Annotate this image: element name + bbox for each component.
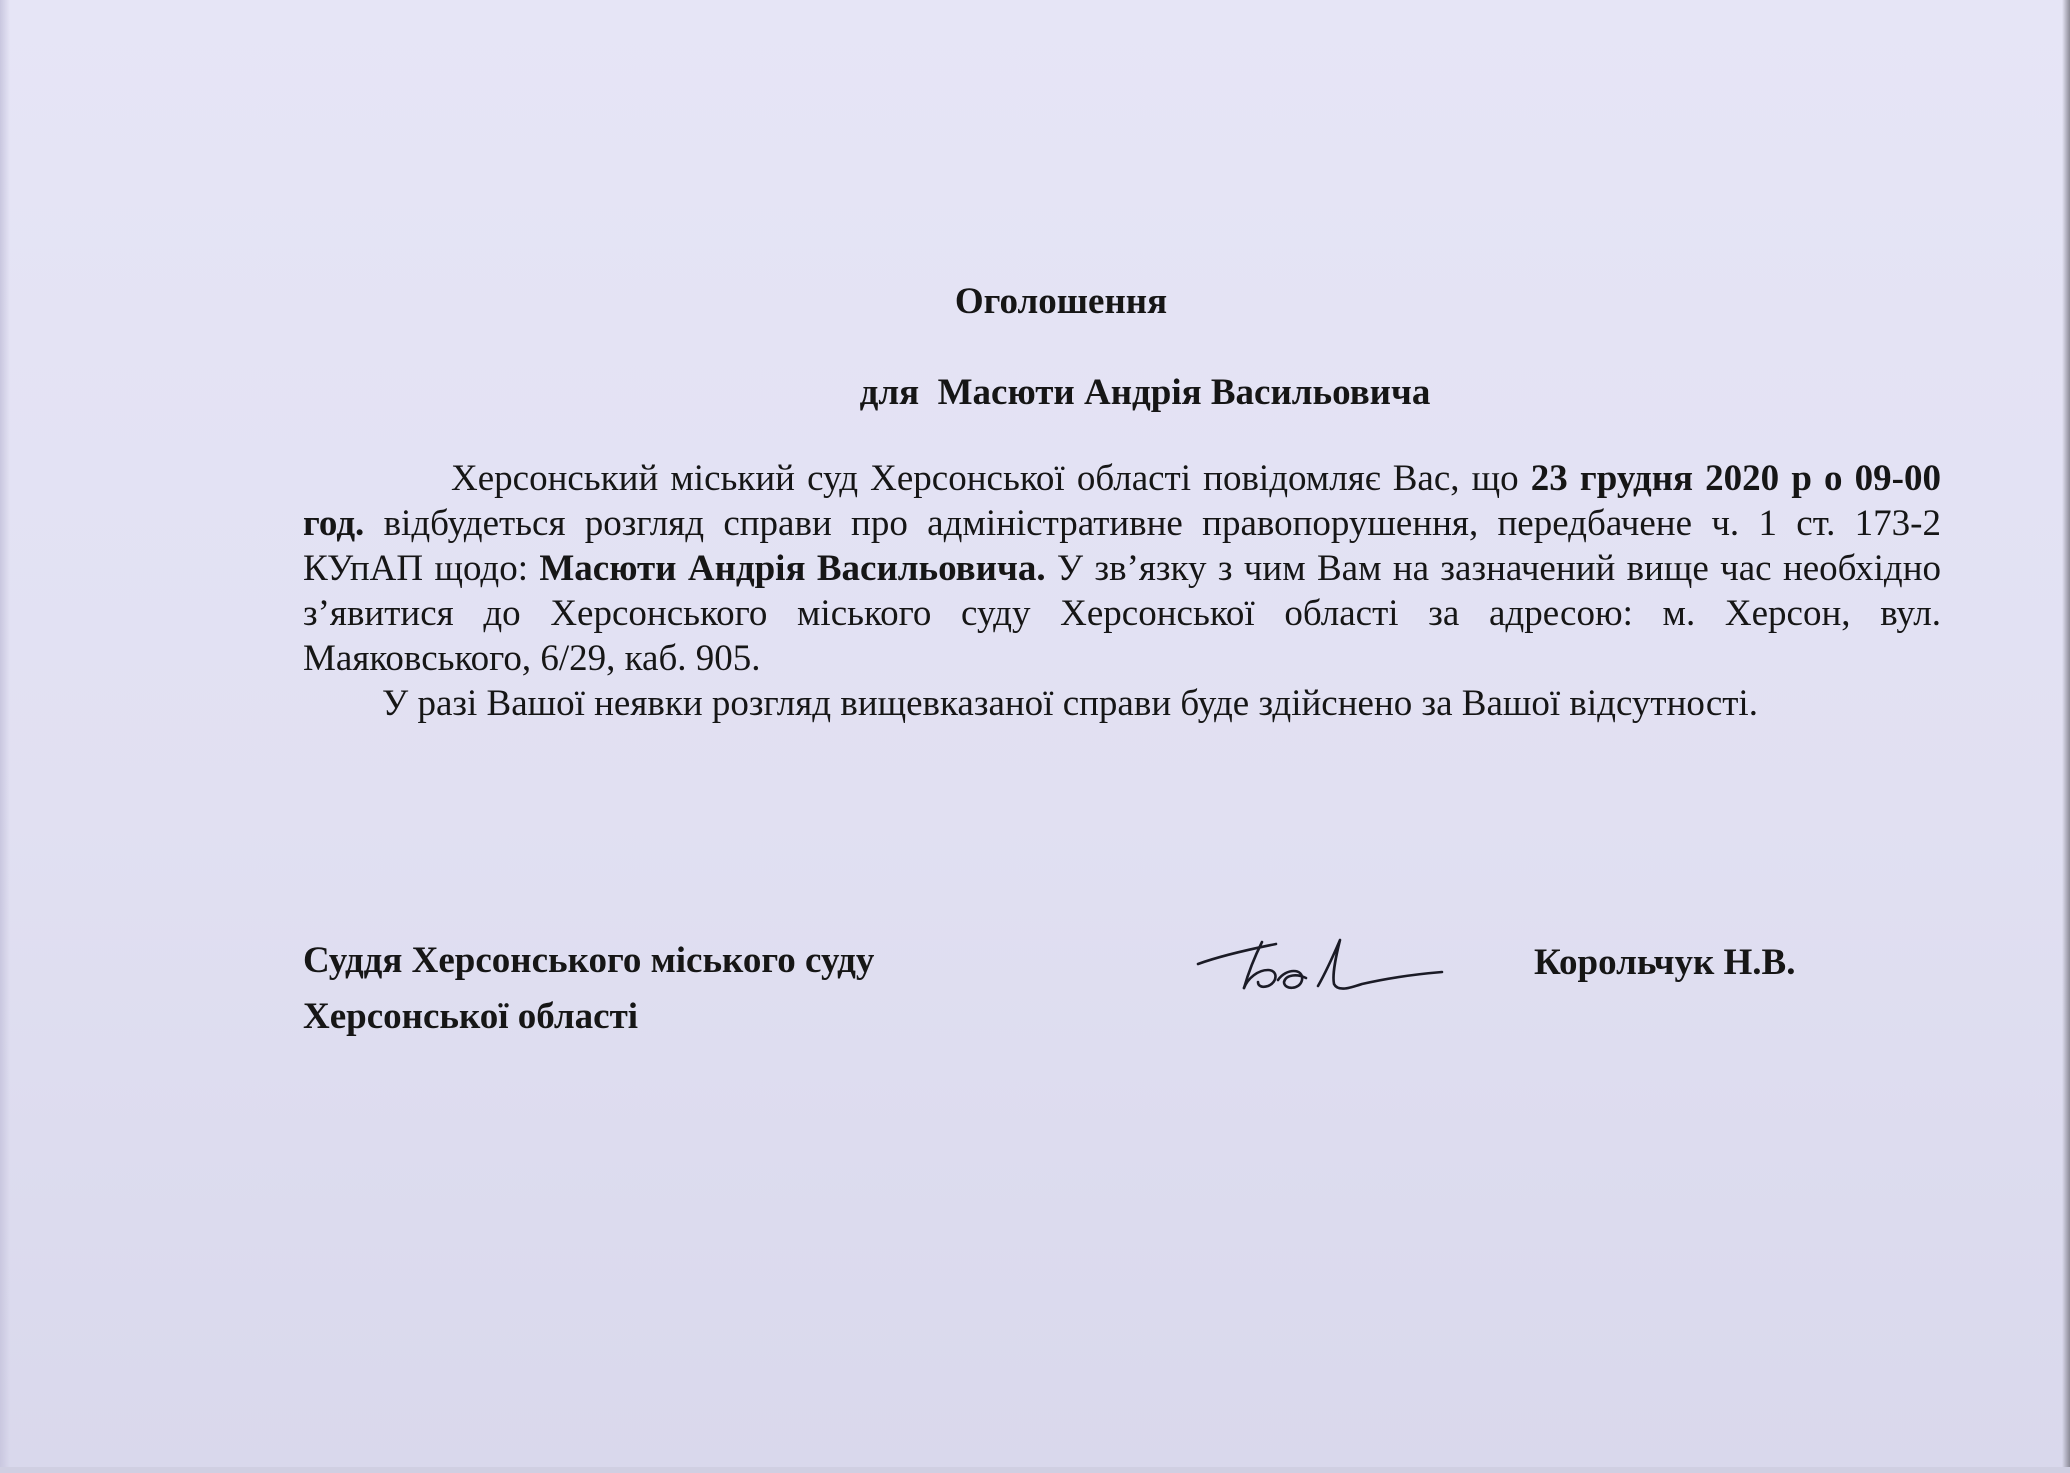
hearing-datetime: 23 грудня 2020 р о 09-00 год. (303, 458, 1941, 544)
paper-edge-right (2062, 0, 2070, 1473)
notice-text: відбудеться розгляд справи про адміністративне правопорушення, передбачене ч. 1 ст. 173-2 КУпАП щодо: (303, 503, 1941, 589)
document-body (303, 456, 1941, 726)
handwritten-signature (1188, 922, 1448, 1012)
judge-name: Корольчук Н.В. (1534, 942, 1796, 983)
paper-edge-bottom (0, 1467, 2070, 1473)
notice-text: Херсонський міський суд Херсонської області повідомляє Вас, що (451, 458, 1531, 499)
notice-text: У зв’язку з чим Вам на зазначений вище час необхідно з’явитися до Херсонського міського суду Херсонської області за адресою: м. Херсон, вул. Маяковського, 6/29, каб. 905. (303, 548, 1941, 679)
judge-position-line: Суддя Херсонського міського суду (303, 940, 875, 981)
defendant-name: Масюти Андрія Васильовича. (539, 548, 1046, 589)
absence-paragraph: У разі Вашої неявки розгляд вищевказаної справи буде здійснено за Вашої відсутності. (382, 683, 1758, 724)
notice-paragraph (303, 456, 1941, 681)
judge-position-line: Херсонської області (303, 996, 639, 1037)
document-title: Оголошення (954, 281, 1168, 322)
paper-edge-left (0, 0, 10, 1473)
judge-position (303, 933, 874, 1045)
document-subtitle: для Масюти Андрія Васильовича (859, 372, 1431, 413)
